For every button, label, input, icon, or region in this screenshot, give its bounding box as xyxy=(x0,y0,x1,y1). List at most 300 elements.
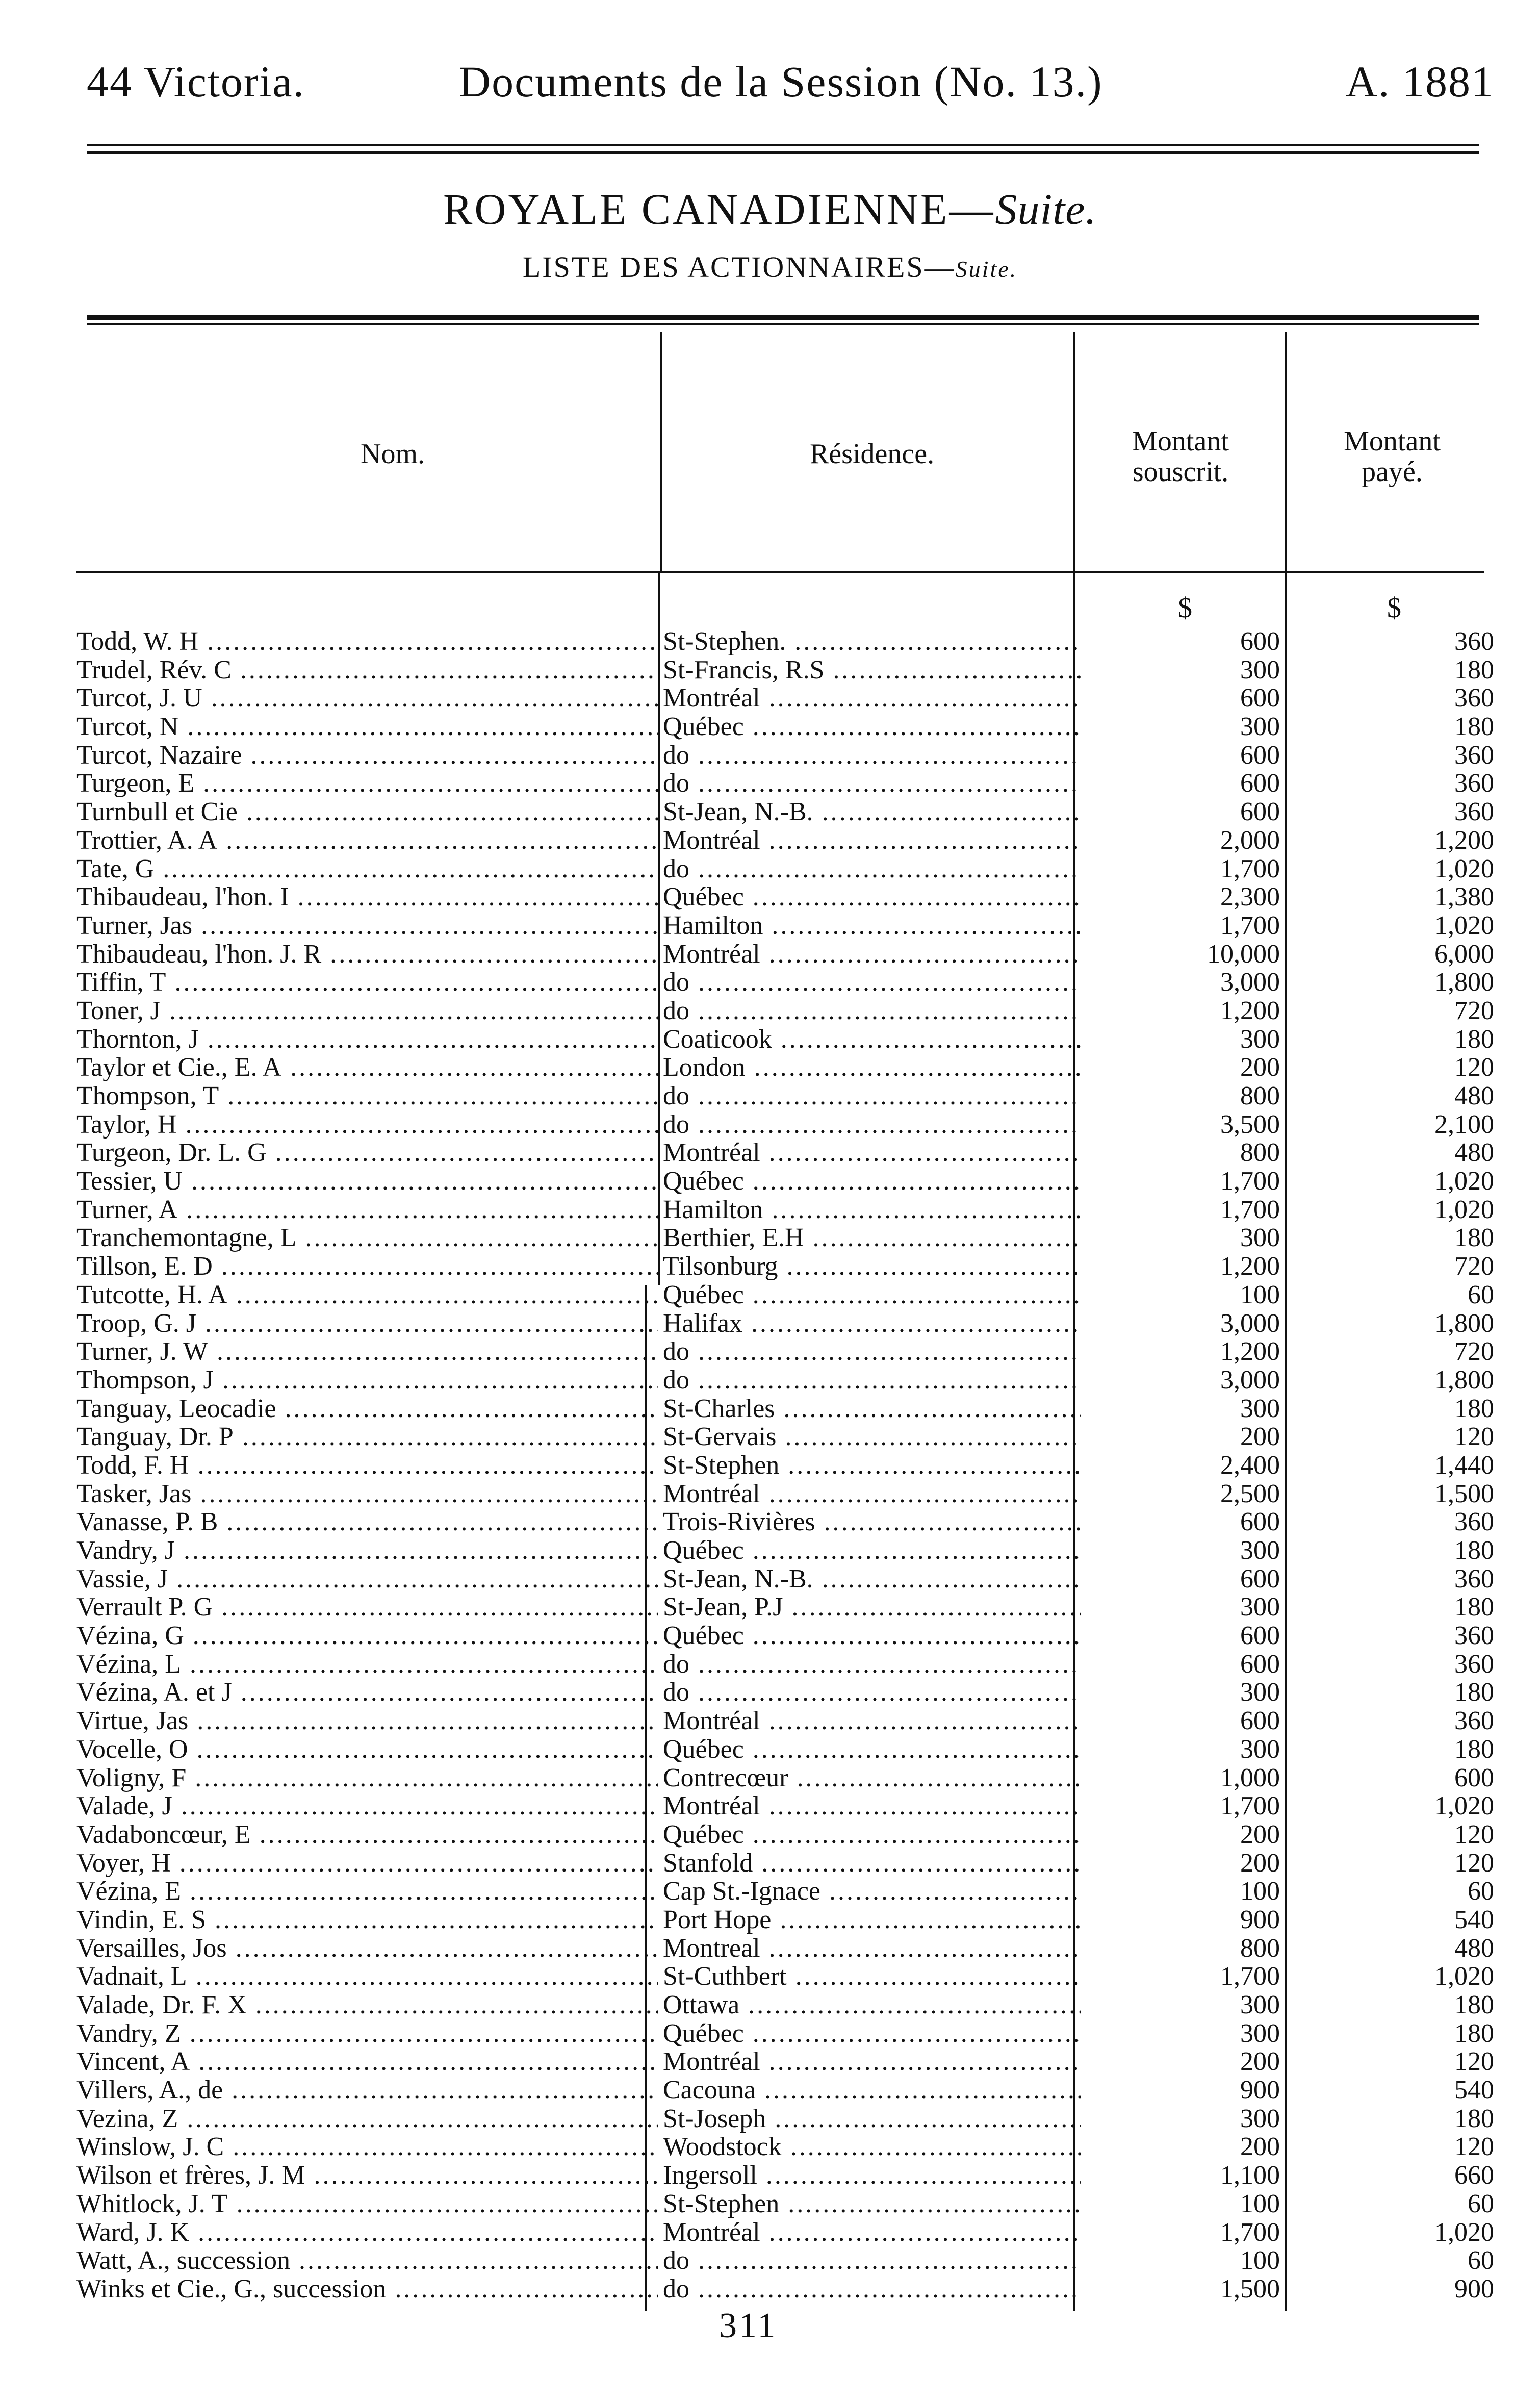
cell-residence: Québec ..... xyxy=(663,1167,1081,1195)
cell-nom: Thibaudeau, l'hon. I ..... xyxy=(76,883,658,911)
cell-residence: Cap St.-Ignace ..... xyxy=(663,1877,1081,1905)
cell-residence: Montréal ..... xyxy=(663,1139,1081,1167)
cell-montant-paye: 1,380 xyxy=(1434,882,1494,912)
table-row xyxy=(46,2275,1494,2304)
cell-montant-souscrit: 300 xyxy=(1240,1592,1280,1622)
cell-nom: Whitlock, J. T ..... xyxy=(76,2190,658,2218)
cell-montant-paye: 1,020 xyxy=(1434,2217,1494,2247)
cell-residence: Cacouna ..... xyxy=(663,2076,1081,2104)
cell-nom: Trudel, Rév. C ..... xyxy=(76,656,658,684)
table-row xyxy=(46,1167,1494,1196)
cell-residence: St-Joseph ..... xyxy=(663,2105,1081,2133)
header-rule-bottom xyxy=(87,151,1479,154)
cell-nom: Turcot, N ..... xyxy=(76,713,658,741)
cell-montant-souscrit: 1,100 xyxy=(1220,2161,1280,2190)
cell-montant-paye: 6,000 xyxy=(1434,939,1494,969)
cell-residence: St-Charles ..... xyxy=(663,1395,1081,1423)
cell-nom: Tutcotte, H. A ..... xyxy=(76,1281,658,1309)
cell-nom: Valade, J ..... xyxy=(76,1792,658,1820)
cell-nom: Wilson et frères, J. M ..... xyxy=(76,2161,658,2189)
cell-residence: Montreal ..... xyxy=(663,1934,1081,1962)
cell-nom: Vézina, E ..... xyxy=(76,1877,658,1905)
table-row xyxy=(46,1962,1494,1991)
table-row xyxy=(46,1366,1494,1395)
cell-montant-paye: 1,020 xyxy=(1434,1791,1494,1821)
cell-montant-souscrit: 3,000 xyxy=(1220,1308,1280,1338)
table-row xyxy=(46,1337,1494,1366)
cell-montant-souscrit: 300 xyxy=(1240,1394,1280,1423)
currency-paye: $ xyxy=(1387,592,1401,624)
cell-montant-paye: 360 xyxy=(1454,769,1494,798)
cell-nom: Vocelle, O ..... xyxy=(76,1735,658,1763)
cell-nom: Vandry, J ..... xyxy=(76,1536,658,1564)
cell-residence: Québec ..... xyxy=(663,1281,1081,1309)
cell-montant-souscrit: 2,400 xyxy=(1220,1450,1280,1480)
cell-nom: Vassie, J ..... xyxy=(76,1565,658,1593)
table-row xyxy=(46,1025,1494,1054)
cell-montant-paye: 1,020 xyxy=(1434,1195,1494,1224)
cell-nom: Vindin, E. S ..... xyxy=(76,1906,658,1934)
cell-montant-paye: 120 xyxy=(1454,2132,1494,2162)
cell-montant-souscrit: 800 xyxy=(1240,1933,1280,1963)
table-row xyxy=(46,1423,1494,1451)
cell-nom: Tanguay, Leocadie ..... xyxy=(76,1395,658,1423)
cell-nom: Tranchemontagne, L ..... xyxy=(76,1224,658,1252)
cell-montant-paye: 360 xyxy=(1454,740,1494,770)
cell-nom: Turgeon, E ..... xyxy=(76,769,658,797)
cell-residence: Québec ..... xyxy=(663,883,1081,911)
cell-montant-souscrit: 300 xyxy=(1240,712,1280,742)
cell-nom: Virtue, Jas ..... xyxy=(76,1707,658,1735)
cell-nom: Vanasse, P. B ..... xyxy=(76,1508,658,1536)
cell-nom: Versailles, Jos ..... xyxy=(76,1934,658,1962)
table-row xyxy=(46,1934,1494,1963)
cell-residence: do ..... xyxy=(663,1110,1081,1139)
cell-residence: do ..... xyxy=(663,1082,1081,1110)
table-top-rule xyxy=(87,315,1479,320)
table-row xyxy=(46,798,1494,826)
cell-residence: Québec ..... xyxy=(663,1622,1081,1650)
table-row xyxy=(46,769,1494,798)
cell-residence: St-Jean, N.-B. ..... xyxy=(663,1565,1081,1593)
cell-montant-souscrit: 3,500 xyxy=(1220,1109,1280,1139)
cell-montant-paye: 180 xyxy=(1454,1592,1494,1622)
cell-montant-souscrit: 100 xyxy=(1240,2246,1280,2275)
cell-montant-souscrit: 800 xyxy=(1240,1138,1280,1168)
cell-montant-souscrit: 1,700 xyxy=(1220,854,1280,883)
cell-nom: Tiffin, T ..... xyxy=(76,968,658,996)
section-subtitle: LISTE DES ACTIONNAIRES—Suite. xyxy=(522,250,1018,284)
cell-montant-paye: 600 xyxy=(1454,1763,1494,1792)
cell-residence: Hamilton ..... xyxy=(663,912,1081,940)
cell-montant-souscrit: 600 xyxy=(1240,769,1280,798)
cell-montant-souscrit: 100 xyxy=(1240,2189,1280,2218)
cell-residence: London ..... xyxy=(663,1053,1081,1081)
cell-montant-souscrit: 900 xyxy=(1240,2076,1280,2105)
table-row xyxy=(46,1622,1494,1650)
cell-montant-paye: 2,100 xyxy=(1434,1109,1494,1139)
cell-montant-souscrit: 200 xyxy=(1240,2132,1280,2162)
divider-nom-residence xyxy=(660,332,662,571)
header-right: A. 1881 xyxy=(1345,57,1494,106)
cell-montant-paye: 540 xyxy=(1454,2076,1494,2105)
cell-montant-souscrit: 1,200 xyxy=(1220,996,1280,1025)
cell-nom: Vézina, L ..... xyxy=(76,1650,658,1678)
cell-nom: Turnbull et Cie ..... xyxy=(76,798,658,826)
cell-montant-paye: 720 xyxy=(1454,1252,1494,1281)
cell-montant-souscrit: 1,700 xyxy=(1220,1167,1280,1196)
cell-nom: Vadaboncœur, E ..... xyxy=(76,1821,658,1849)
cell-montant-paye: 60 xyxy=(1468,2246,1494,2275)
cell-montant-paye: 60 xyxy=(1468,1877,1494,1906)
table-row xyxy=(46,2019,1494,2048)
cell-montant-souscrit: 200 xyxy=(1240,1422,1280,1452)
cell-residence: do ..... xyxy=(663,769,1081,797)
cell-montant-paye: 360 xyxy=(1454,1649,1494,1679)
column-header-nom: Nom. xyxy=(361,438,425,470)
cell-montant-souscrit: 300 xyxy=(1240,1024,1280,1054)
cell-nom: Taylor et Cie., E. A ..... xyxy=(76,1053,658,1081)
cell-montant-souscrit: 600 xyxy=(1240,740,1280,770)
cell-residence: Berthier, E.H ..... xyxy=(663,1224,1081,1252)
cell-montant-souscrit: 1,200 xyxy=(1220,1252,1280,1281)
cell-montant-souscrit: 300 xyxy=(1240,2104,1280,2133)
table-row xyxy=(46,826,1494,855)
cell-residence: Québec ..... xyxy=(663,1536,1081,1564)
cell-montant-souscrit: 1,700 xyxy=(1220,1791,1280,1821)
cell-montant-souscrit: 600 xyxy=(1240,1706,1280,1736)
cell-residence: St-Stephen. ..... xyxy=(663,627,1081,655)
cell-montant-paye: 120 xyxy=(1454,1848,1494,1878)
table-row xyxy=(46,1906,1494,1934)
cell-nom: Turgeon, Dr. L. G ..... xyxy=(76,1139,658,1167)
cell-montant-souscrit: 3,000 xyxy=(1220,1365,1280,1395)
cell-nom: Valade, Dr. F. X ..... xyxy=(76,1991,658,2019)
cell-montant-paye: 180 xyxy=(1454,1536,1494,1565)
cell-residence: Ottawa ..... xyxy=(663,1991,1081,2019)
table-top-rule-thin xyxy=(87,323,1479,325)
cell-residence: Woodstock ..... xyxy=(663,2133,1081,2161)
cell-montant-paye: 360 xyxy=(1454,1507,1494,1537)
cell-nom: Trottier, A. A ..... xyxy=(76,826,658,854)
cell-nom: Vézina, G ..... xyxy=(76,1622,658,1650)
cell-residence: do ..... xyxy=(663,1650,1081,1678)
table-row xyxy=(46,713,1494,741)
cell-montant-souscrit: 1,700 xyxy=(1220,1962,1280,1991)
cell-montant-souscrit: 200 xyxy=(1240,1848,1280,1878)
cell-residence: St-Stephen ..... xyxy=(663,1451,1081,1479)
cell-montant-souscrit: 600 xyxy=(1240,1507,1280,1537)
cell-nom: Vandry, Z ..... xyxy=(76,2019,658,2047)
table-row xyxy=(46,1821,1494,1849)
cell-montant-paye: 480 xyxy=(1454,1138,1494,1168)
cell-montant-paye: 480 xyxy=(1454,1933,1494,1963)
cell-montant-paye: 1,500 xyxy=(1434,1479,1494,1508)
table-row xyxy=(46,741,1494,770)
cell-nom: Todd, F. H ..... xyxy=(76,1451,658,1479)
cell-montant-paye: 180 xyxy=(1454,655,1494,685)
cell-montant-paye: 180 xyxy=(1454,1734,1494,1764)
cell-residence: do ..... xyxy=(663,2275,1081,2303)
cell-nom: Watt, A., succession ..... xyxy=(76,2246,658,2274)
table-row xyxy=(46,940,1494,969)
cell-montant-souscrit: 1,200 xyxy=(1220,1337,1280,1367)
cell-montant-paye: 1,020 xyxy=(1434,1962,1494,1991)
cell-montant-paye: 180 xyxy=(1454,1394,1494,1423)
cell-nom: Tanguay, Dr. P ..... xyxy=(76,1423,658,1451)
cell-montant-souscrit: 800 xyxy=(1240,1081,1280,1110)
cell-nom: Winslow, J. C ..... xyxy=(76,2133,658,2161)
cell-residence: St-Francis, R.S ..... xyxy=(663,656,1081,684)
section-title: ROYALE CANADIENNE—Suite. xyxy=(443,185,1097,234)
cell-nom: Vézina, A. et J ..... xyxy=(76,1678,658,1706)
cell-nom: Turcot, Nazaire ..... xyxy=(76,741,658,769)
table-row xyxy=(46,997,1494,1025)
cell-montant-paye: 360 xyxy=(1454,797,1494,827)
cell-montant-souscrit: 600 xyxy=(1240,684,1280,713)
table-row xyxy=(46,627,1494,656)
cell-montant-souscrit: 300 xyxy=(1240,1223,1280,1253)
currency-souscrit: $ xyxy=(1178,592,1192,624)
cell-montant-paye: 360 xyxy=(1454,1564,1494,1594)
cell-nom: Turner, J. W ..... xyxy=(76,1337,658,1366)
table-row xyxy=(46,1735,1494,1764)
cell-montant-souscrit: 1,500 xyxy=(1220,2274,1280,2304)
cell-residence: Stanfold ..... xyxy=(663,1849,1081,1877)
table-row xyxy=(46,883,1494,912)
table-row xyxy=(46,2047,1494,2076)
table-row xyxy=(46,855,1494,883)
cell-montant-souscrit: 300 xyxy=(1240,2018,1280,2048)
table-row xyxy=(46,1877,1494,1906)
table-row xyxy=(46,1764,1494,1792)
cell-montant-paye: 180 xyxy=(1454,1223,1494,1253)
cell-montant-souscrit: 300 xyxy=(1240,655,1280,685)
column-header-montant-souscrit: Montant souscrit. xyxy=(1132,425,1229,488)
cell-montant-paye: 900 xyxy=(1454,2274,1494,2304)
table-row xyxy=(46,1565,1494,1594)
cell-nom: Thibaudeau, l'hon. J. R ..... xyxy=(76,940,658,968)
table-row xyxy=(46,2133,1494,2161)
table-row xyxy=(46,1678,1494,1707)
cell-montant-souscrit: 1,000 xyxy=(1220,1763,1280,1792)
table-row xyxy=(46,1196,1494,1224)
cell-montant-paye: 360 xyxy=(1454,1621,1494,1651)
cell-montant-paye: 1,440 xyxy=(1434,1450,1494,1480)
cell-residence: Ingersoll ..... xyxy=(663,2161,1081,2189)
cell-montant-souscrit: 600 xyxy=(1240,1621,1280,1651)
table-row xyxy=(46,1309,1494,1338)
cell-nom: Toner, J ..... xyxy=(76,997,658,1025)
cell-montant-souscrit: 300 xyxy=(1240,1536,1280,1565)
cell-residence: Québec ..... xyxy=(663,2019,1081,2047)
cell-montant-paye: 180 xyxy=(1454,1990,1494,2019)
cell-montant-paye: 720 xyxy=(1454,1337,1494,1367)
table-row xyxy=(46,1536,1494,1565)
running-header xyxy=(87,56,1494,107)
cell-nom: Troop, G. J ..... xyxy=(76,1309,658,1337)
table-row xyxy=(46,1252,1494,1281)
cell-montant-souscrit: 200 xyxy=(1240,1053,1280,1082)
cell-residence: Halifax ..... xyxy=(663,1309,1081,1337)
cell-residence: St-Cuthbert ..... xyxy=(663,1962,1081,1990)
cell-montant-paye: 1,800 xyxy=(1434,1365,1494,1395)
cell-montant-paye: 720 xyxy=(1454,996,1494,1025)
table-row xyxy=(46,1593,1494,1622)
page-number: 311 xyxy=(719,2306,778,2345)
table-row xyxy=(46,2076,1494,2105)
table-row xyxy=(46,1053,1494,1082)
cell-nom: Tate, G ..... xyxy=(76,855,658,883)
cell-residence: Montréal ..... xyxy=(663,826,1081,854)
cell-nom: Todd, W. H ..... xyxy=(76,627,658,655)
cell-nom: Voligny, F ..... xyxy=(76,1764,658,1792)
cell-montant-paye: 180 xyxy=(1454,712,1494,742)
table-row xyxy=(46,1849,1494,1878)
cell-residence: Montréal ..... xyxy=(663,1792,1081,1820)
cell-residence: Québec ..... xyxy=(663,1735,1081,1763)
cell-montant-souscrit: 300 xyxy=(1240,1678,1280,1707)
cell-residence: do ..... xyxy=(663,968,1081,996)
cell-montant-paye: 540 xyxy=(1454,1905,1494,1934)
cell-montant-souscrit: 1,700 xyxy=(1220,2217,1280,2247)
table-row xyxy=(46,2161,1494,2190)
header-left: 44 Victoria. xyxy=(87,57,305,106)
cell-montant-paye: 120 xyxy=(1454,1819,1494,1849)
cell-residence: do ..... xyxy=(663,997,1081,1025)
cell-residence: Tilsonburg ..... xyxy=(663,1252,1081,1280)
cell-residence: Montréal ..... xyxy=(663,2047,1081,2076)
cell-residence: do ..... xyxy=(663,1366,1081,1394)
cell-nom: Ward, J. K ..... xyxy=(76,2218,658,2246)
table-row xyxy=(46,1650,1494,1679)
table-row xyxy=(46,2246,1494,2275)
cell-residence: Montréal ..... xyxy=(663,1480,1081,1508)
cell-montant-paye: 180 xyxy=(1454,2104,1494,2133)
table-row xyxy=(46,1082,1494,1110)
table-row xyxy=(46,1508,1494,1536)
header-rule-top xyxy=(87,144,1479,146)
cell-nom: Taylor, H ..... xyxy=(76,1110,658,1139)
cell-nom: Turcot, J. U ..... xyxy=(76,684,658,712)
cell-residence: do ..... xyxy=(663,2246,1081,2274)
table-row xyxy=(46,2190,1494,2218)
cell-montant-paye: 120 xyxy=(1454,2047,1494,2077)
table-row xyxy=(46,656,1494,685)
cell-nom: Turner, Jas ..... xyxy=(76,912,658,940)
cell-montant-paye: 1,800 xyxy=(1434,968,1494,997)
cell-montant-souscrit: 1,700 xyxy=(1220,911,1280,940)
cell-montant-souscrit: 2,000 xyxy=(1220,825,1280,855)
table-row xyxy=(46,1224,1494,1252)
cell-montant-paye: 60 xyxy=(1468,2189,1494,2218)
cell-residence: Coaticook ..... xyxy=(663,1025,1081,1053)
table-row xyxy=(46,2218,1494,2247)
cell-nom: Tessier, U ..... xyxy=(76,1167,658,1195)
cell-residence: Hamilton ..... xyxy=(663,1196,1081,1224)
cell-residence: do ..... xyxy=(663,1678,1081,1706)
cell-montant-souscrit: 600 xyxy=(1240,627,1280,656)
cell-montant-souscrit: 600 xyxy=(1240,797,1280,827)
cell-montant-paye: 180 xyxy=(1454,1024,1494,1054)
cell-montant-souscrit: 2,500 xyxy=(1220,1479,1280,1508)
table-row xyxy=(46,1792,1494,1821)
cell-montant-souscrit: 2,300 xyxy=(1220,882,1280,912)
cell-montant-paye: 180 xyxy=(1454,1678,1494,1707)
cell-nom: Winks et Cie., G., succession ..... xyxy=(76,2275,658,2303)
cell-montant-paye: 120 xyxy=(1454,1053,1494,1082)
cell-residence: Montréal ..... xyxy=(663,940,1081,968)
table-row xyxy=(46,1110,1494,1139)
cell-nom: Turner, A ..... xyxy=(76,1196,658,1224)
cell-nom: Vadnait, L ..... xyxy=(76,1962,658,1990)
cell-montant-paye: 1,200 xyxy=(1434,825,1494,855)
cell-residence: do ..... xyxy=(663,1337,1081,1366)
cell-residence: do ..... xyxy=(663,855,1081,883)
cell-montant-paye: 360 xyxy=(1454,627,1494,656)
cell-montant-paye: 1,020 xyxy=(1434,1167,1494,1196)
cell-nom: Thompson, J ..... xyxy=(76,1366,658,1394)
cell-nom: Verrault P. G ..... xyxy=(76,1593,658,1621)
table-row xyxy=(46,1707,1494,1735)
cell-montant-paye: 360 xyxy=(1454,684,1494,713)
cell-nom: Voyer, H ..... xyxy=(76,1849,658,1877)
cell-montant-souscrit: 300 xyxy=(1240,1734,1280,1764)
table-row xyxy=(46,1395,1494,1423)
cell-montant-paye: 1,800 xyxy=(1434,1308,1494,1338)
cell-montant-paye: 660 xyxy=(1454,2161,1494,2190)
cell-montant-souscrit: 100 xyxy=(1240,1877,1280,1906)
cell-residence: Montréal ..... xyxy=(663,2218,1081,2246)
table-row xyxy=(46,1139,1494,1167)
cell-montant-paye: 1,020 xyxy=(1434,911,1494,940)
cell-residence: St-Stephen ..... xyxy=(663,2190,1081,2218)
header-center: Documents de la Session (No. 13.) xyxy=(459,57,1103,106)
column-header-residence: Résidence. xyxy=(809,438,935,470)
cell-nom: Thornton, J ..... xyxy=(76,1025,658,1053)
table-row xyxy=(46,684,1494,713)
cell-montant-souscrit: 200 xyxy=(1240,1819,1280,1849)
cell-residence: Contrecœur ..... xyxy=(663,1764,1081,1792)
table-row xyxy=(46,968,1494,997)
shareholder-table-body xyxy=(46,627,1494,2304)
cell-nom: Tasker, Jas ..... xyxy=(76,1480,658,1508)
cell-residence: St-Jean, N.-B. ..... xyxy=(663,798,1081,826)
column-header-montant-paye: Montant payé. xyxy=(1344,425,1441,488)
cell-montant-souscrit: 300 xyxy=(1240,1990,1280,2019)
cell-montant-paye: 480 xyxy=(1454,1081,1494,1110)
table-row xyxy=(46,1281,1494,1309)
cell-nom: Thompson, T ..... xyxy=(76,1082,658,1110)
cell-montant-souscrit: 3,000 xyxy=(1220,968,1280,997)
cell-montant-souscrit: 100 xyxy=(1240,1280,1280,1309)
cell-montant-paye: 1,020 xyxy=(1434,854,1494,883)
cell-montant-souscrit: 900 xyxy=(1240,1905,1280,1934)
cell-montant-souscrit: 600 xyxy=(1240,1649,1280,1679)
table-row xyxy=(46,1480,1494,1508)
cell-residence: do ..... xyxy=(663,741,1081,769)
cell-residence: Montréal ..... xyxy=(663,684,1081,712)
table-row xyxy=(46,912,1494,940)
cell-montant-paye: 120 xyxy=(1454,1422,1494,1452)
cell-montant-paye: 360 xyxy=(1454,1706,1494,1736)
header-bottom-rule xyxy=(76,571,1484,573)
cell-nom: Tillson, E. D ..... xyxy=(76,1252,658,1280)
cell-montant-paye: 180 xyxy=(1454,2018,1494,2048)
cell-residence: Port Hope ..... xyxy=(663,1906,1081,1934)
cell-nom: Vezina, Z ..... xyxy=(76,2105,658,2133)
cell-residence: Québec ..... xyxy=(663,713,1081,741)
